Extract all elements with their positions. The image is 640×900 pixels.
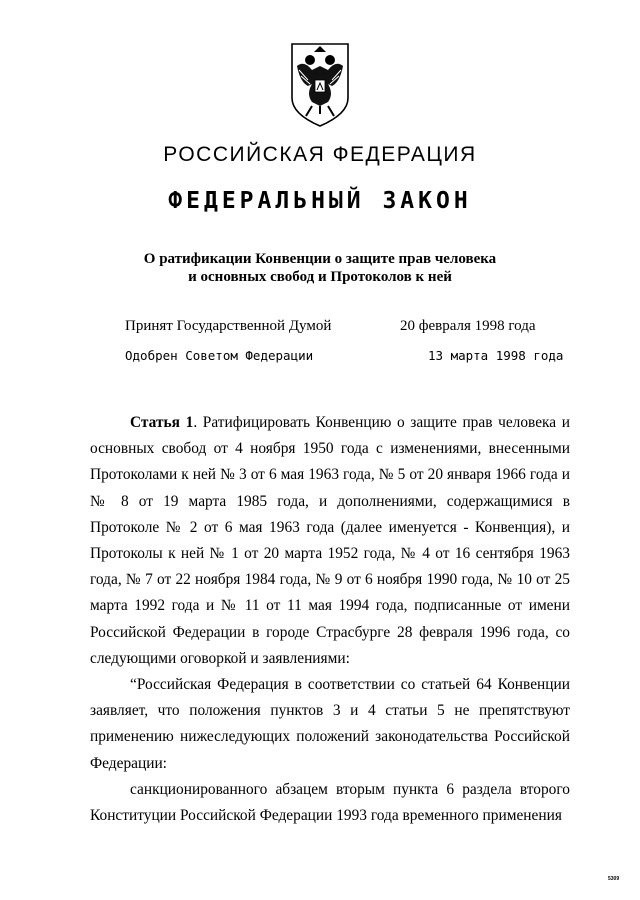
law-title-line-1: О ратификации Конвенции о защите прав человека <box>143 251 497 267</box>
article-1-text: . Ратифицировать Конвенцию о защите прав человека и основных свобод от 4 ноября 1950 года с изменениями, внесенными Протоколами к ней № 3 от 6 мая 1963 года, № 5 от 20 января 1966 года и № 8 от 19 марта 1985 года, и дополнениями, содержащимися в Протоколе № 2 от 6 мая 1963 года (далее именуется - Конвенция), и Протоколы к ней № 1 от 20 марта 1952 года, № 4 от 16 сентября 1963 года, № 7 от 22 ноября 1984 года, № 9 от 6 ноября 1990 года, № 10 от 25 марта 1992 года и № 11 от 11 мая 1994 года, подписанные от имени Российской Федерации в городе Страсбурге 28 февраля 1996 года, со следующими оговоркой и заявлениями: <box>90 414 570 667</box>
duma-adoption-date: 20 февраля 1998 года <box>400 318 536 334</box>
law-title <box>0 250 640 286</box>
law-type-heading: ФЕДЕРАЛЬНЫЙ ЗАКОН <box>168 188 472 214</box>
continuation-paragraph: санкционированного абзацем вторым пункта 6 раздела второго Конституции Российской Федерации 1993 года временного применения <box>90 780 570 825</box>
page-code: 5309 <box>608 876 620 882</box>
law-title-line-2: и основных свобод и Протоколов к ней <box>188 269 452 285</box>
reservation-quote-paragraph: “Российская Федерация в соответствии со статьей 64 Конвенции заявляет, что положения пунктов 3 и 4 статьи 5 не препятствуют применению нижеследующих положений законодательства Российской Федерации: <box>90 676 570 772</box>
duma-adoption-label: Принят Государственной Думой <box>125 318 332 334</box>
article-1-paragraph <box>90 410 570 672</box>
country-heading: РОССИЙСКАЯ ФЕДЕРАЦИЯ <box>163 143 477 166</box>
coat-of-arms-emblem <box>288 40 352 130</box>
article-1-label: Статья 1 <box>130 414 194 431</box>
law-body <box>90 410 570 829</box>
council-approval-label: Одобрен Советом Федерации <box>125 348 314 363</box>
council-approval-date: 13 марта 1998 года <box>428 348 564 363</box>
